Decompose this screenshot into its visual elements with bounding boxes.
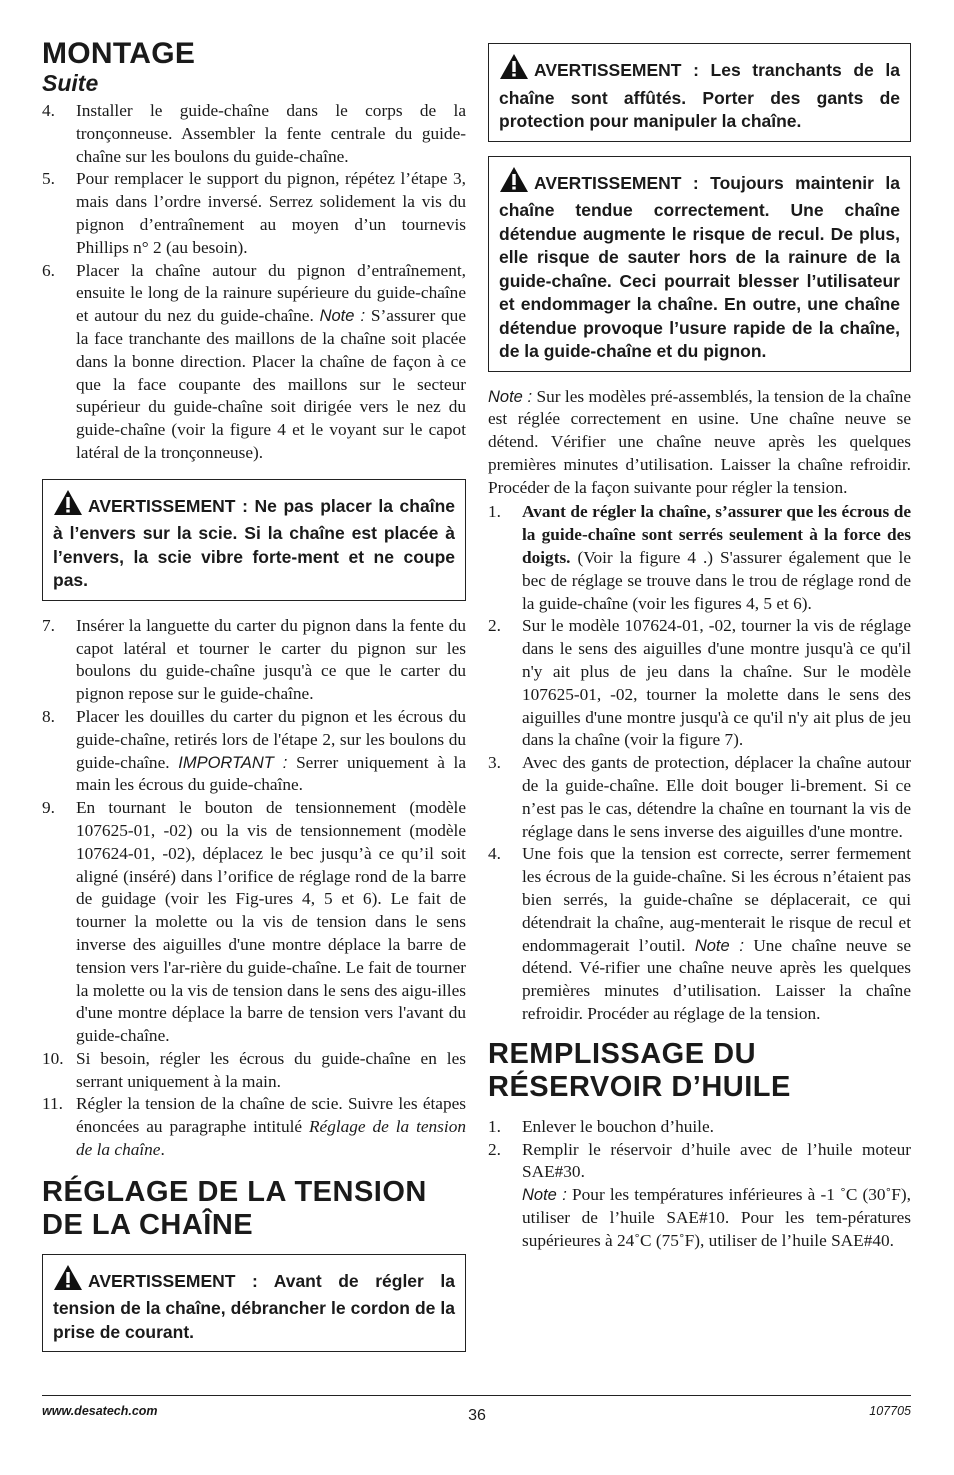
list-item: 4. Une fois que la tension est correcte, serrer fermement les écrous de la guide-chaîne. Si les écrous n’étaient pas bien serrés, la guide-chaîne se déplacerait, ce qui détendrait la chaîne, aug-menterait le risque de recul et endommagerait l’outil. Note : Une chaîne neuve se détend. Vé-rifier une chaîne neuve après les quelques premières minutes d’utilisation. Laisser la chaîne refroidir. Procéder au réglage de la tension. xyxy=(488,844,911,1024)
tension-note: Note : Sur les modèles pré-assemblés, la tension de la chaîne est réglée correctement en usine. Une chaîne neuve se détend. Vérifier une chaîne neuve après les quelques premières minutes d’utilisation. Laisser la chaîne refroidir. Procéder de la façon suivante pour régler la tension. xyxy=(488,386,911,497)
warning-triangle-icon xyxy=(499,53,529,87)
section-title-montage: MONTAGE xyxy=(42,37,196,70)
list-item: 2. Remplir le réservoir d’huile avec de l’huile moteur SAE#30. Note : Pour les températures inférieures à -1 ˚C (30˚F), utiliser de l’huile SAE#10. Pour les tem-pératures supérieures à 24˚C (75˚F), utiliser de l’huile SAE#40. xyxy=(488,1139,911,1250)
tension-steps xyxy=(488,501,911,1025)
warning-box: AVERTISSEMENT : Les tranchants de la chaîne sont affûtés. Porter des gants de protection pour manipuler la chaîne. xyxy=(488,43,911,142)
right-column xyxy=(488,43,911,1253)
list-item: 8. Placer les douilles du carter du pignon et les écrous du guide-chaîne, retirés lors de l'étape 2, sur les boulons du guide-chaîne. IMPORTANT : Serrer uniquement à la main les écrous du guide-chaîne. xyxy=(42,706,466,795)
cross-reference: Réglage de la tension de la chaîne xyxy=(76,1117,466,1160)
list-item: 7. Insérer la languette du carter du pignon dans la fente du capot latéral et tourner le carter du pignon sur les boulons du guide-chaîne jusqu'à ce que le carter du pignon repose sur le guide-chaîne. xyxy=(42,615,466,704)
page-number: 36 xyxy=(468,1407,486,1424)
note-label: Note : xyxy=(522,1186,567,1205)
list-item: 11. Régler la tension de la chaîne de scie. Suivre les étapes énoncées au paragraphe intitulé Réglage de la tension de la chaîne. xyxy=(42,1094,466,1160)
warning-box: AVERTISSEMENT : Toujours maintenir la chaîne tendue correctement. Une chaîne détendue augmente le risque de recul. De plus, elle risque de sauter hors de la rainure de la guide-chaîne. Ceci pourrait blesser l’utilisateur et endommager la chaîne. En outre, une chaîne détendue provoque l’usure rapide de la chaîne, de la guide-chaîne et du pignon. xyxy=(488,156,911,372)
section-subtitle: Suite xyxy=(42,70,99,96)
list-item: 4. Installer le guide-chaîne dans le corps de la tronçonneuse. Assembler la fente centrale du guide-chaîne sur les boulons du guide-chaîne. xyxy=(42,101,466,166)
warning-box: AVERTISSEMENT : Avant de régler la tension de la chaîne, débrancher le cordon de la prise de courant. xyxy=(42,1254,466,1353)
left-column xyxy=(42,38,466,1352)
list-item: 3. Avec des gants de protection, déplacer la chaîne autour de la guide-chaîne. Elle doit bouger li-brement. Si ce n’est pas le cas, détendre la chaîne en tournant la vis de réglage dans le sens inverse des aiguilles d'une montre. xyxy=(488,753,911,841)
note-label: Note : xyxy=(319,307,366,326)
list-item: 1. Enlever le bouchon d’huile. xyxy=(488,1116,714,1136)
list-item: 2. Sur le modèle 107624-01, -02, tourner la vis de réglage dans le sens des aiguilles d'une montre jusqu'à ce qu'il n'y ait plus de jeu dans la chaîne. Sur le modèle 107625-01, -02, tourner la molette dans le sens des aiguilles d'une montre jusqu'à ce qu'il n'y ait plus de jeu dans la chaîne (voir la figure 7). xyxy=(488,616,911,750)
note-label: Note : xyxy=(694,936,744,955)
montage-steps-continued xyxy=(42,615,466,1162)
note-label: Note : xyxy=(488,387,533,406)
list-item: 1. Avant de régler la chaîne, s’assurer que les écrous de la guide-chaîne sont serrés seulement à la force des doigts. (Voir la figure 4 .) S'assurer également que le bec de réglage se trouve dans le trou de réglage rond de la guide-chaîne (voir les figures 4, 5 et 6). xyxy=(488,502,912,613)
list-item: 6. Placer la chaîne autour du pignon d’entraînement, ensuite le long de la rainure supérieure du guide-chaîne et autour du nez du guide-chaîne. Note : S’assurer que la face tranchante des maillons de la chaîne soit placée dans la bonne direction. Placer la chaîne de façon à ce que la face coupante des maillons sur le secteur supérieur du guide-chaîne soit dirigée vers le nez du guide-chaîne (voir la figure 4 et le voyant sur le capot latéral de la tronçonneuse). xyxy=(42,260,466,462)
oil-steps xyxy=(488,1116,911,1253)
list-item: 5. Pour remplacer le support du pignon, répétez l’étape 3, mais dans l’ordre inversé. Serrez solidement la vis du pignon d’entraînement au moyen d’un tournevis Phillips n° 2 (au besoin). xyxy=(42,169,466,257)
list-item: 10. Si besoin, régler les écrous du guide-chaîne en les serrant uniquement à la main. xyxy=(42,1048,466,1091)
warning-triangle-icon xyxy=(53,489,83,523)
important-label: IMPORTANT : xyxy=(178,753,288,772)
document-number: 107705 xyxy=(869,1404,911,1418)
warning-triangle-icon xyxy=(53,1264,83,1298)
footer-divider xyxy=(42,1395,911,1396)
section-title-remplissage: REMPLISSAGE DU RÉSERVOIR D’HUILE xyxy=(488,1037,791,1103)
warning-box: AVERTISSEMENT : Ne pas placer la chaîne à l’envers sur la scie. Si la chaîne est placée à l’envers, la scie vibre forte-ment et ne coupe pas. xyxy=(42,479,466,601)
montage-steps xyxy=(42,100,466,465)
section-title-reglage: RÉGLAGE DE LA TENSION DE LA CHAÎNE xyxy=(42,1175,427,1241)
footer-website: www.desatech.com xyxy=(42,1404,158,1418)
list-item: 9. En tournant le bouton de tensionnement (modèle 107625-01, -02) ou la vis de tensionnement (modèle 107624-01, -02), déplacez le bec jusqu’à ce qu’il soit aligné (inséré) dans l’orifice de réglage rond de la barre de guidage (voir les Fig-ures 4, 5 et 6). Le fait de tourner la molette ou la vis de tension dans le sens inverse des aiguilles d'une montre déplace la barre de tension vers l'ar-rière du guide-chaîne. Le fait de tourner la molette ou la vis de tension dans le sens des aigu-illes d'une montre déplace la barre de tension vers l'avant du guide-chaîne. xyxy=(42,798,466,1046)
warning-triangle-icon xyxy=(499,166,529,200)
